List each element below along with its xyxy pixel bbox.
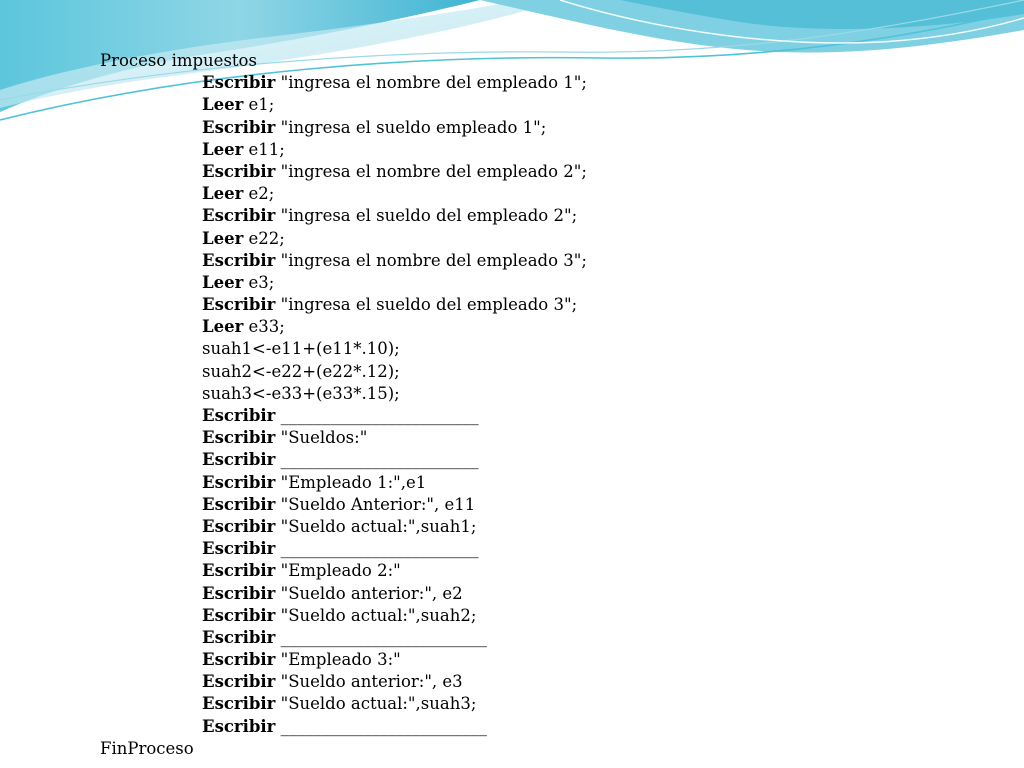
code-text: "Sueldo actual:",suah3; — [275, 694, 477, 714]
code-text: _________________________ — [275, 627, 487, 647]
code-line — [0, 405, 1024, 427]
code-line — [0, 494, 1024, 516]
code-text: "ingresa el sueldo del empleado 2"; — [275, 206, 578, 226]
code-text: "ingresa el nombre del empleado 2"; — [275, 161, 587, 181]
code-keyword: Escribir — [202, 627, 276, 647]
code-keyword: Escribir — [202, 516, 276, 536]
code-text: e22; — [243, 228, 285, 248]
code-keyword: Escribir — [202, 561, 276, 581]
code-line — [0, 50, 1024, 72]
code-text: Proceso impuestos — [100, 51, 257, 70]
code-keyword: Escribir — [202, 406, 276, 425]
code-text: "Empleado 2:" — [275, 561, 401, 581]
code-line — [0, 338, 1024, 360]
code-line — [0, 94, 1024, 116]
code-keyword: Escribir — [202, 450, 276, 470]
code-line — [0, 272, 1024, 294]
code-keyword: Escribir — [202, 295, 276, 315]
code-line — [0, 516, 1024, 538]
code-text: "ingresa el nombre del empleado 3"; — [275, 250, 587, 270]
code-keyword: Leer — [202, 184, 244, 204]
code-keyword: Leer — [202, 228, 244, 248]
code-line — [0, 693, 1024, 715]
code-keyword: Escribir — [202, 672, 276, 692]
code-keyword: Leer — [202, 317, 244, 337]
code-text: _________________________ — [275, 716, 487, 736]
code-line — [0, 117, 1024, 139]
code-keyword: Escribir — [202, 428, 276, 448]
code-text: suah2<-e22+(e22*.12); — [202, 361, 400, 381]
code-keyword: Escribir — [202, 117, 276, 137]
code-line — [0, 738, 1024, 760]
code-text: "Sueldo actual:",suah2; — [275, 605, 477, 625]
code-line — [0, 427, 1024, 449]
code-keyword: Escribir — [202, 694, 276, 714]
code-line — [0, 72, 1024, 94]
code-keyword: Escribir — [202, 206, 276, 226]
code-keyword: Escribir — [202, 73, 276, 93]
pseudocode-block — [0, 50, 1024, 760]
code-line — [0, 538, 1024, 560]
code-keyword: Escribir — [202, 494, 276, 514]
code-text: "ingresa el nombre del empleado 1"; — [275, 73, 587, 93]
code-text: "Empleado 1:",e1 — [275, 472, 427, 492]
code-line — [0, 560, 1024, 582]
code-keyword: Escribir — [202, 650, 276, 670]
code-keyword: Leer — [202, 95, 244, 115]
code-line — [0, 250, 1024, 272]
code-line — [0, 383, 1024, 405]
code-keyword: Escribir — [202, 250, 276, 270]
code-line — [0, 183, 1024, 205]
code-line — [0, 605, 1024, 627]
code-text: ________________________ — [275, 406, 479, 425]
code-text: "Sueldo Anterior:", e11 — [275, 494, 476, 514]
code-text: ________________________ — [275, 539, 479, 559]
code-line — [0, 139, 1024, 161]
code-text: suah3<-e33+(e33*.15); — [202, 383, 400, 403]
code-line — [0, 205, 1024, 227]
code-text: "Sueldos:" — [275, 428, 368, 448]
code-keyword: Leer — [202, 272, 244, 292]
code-text: "ingresa el sueldo empleado 1"; — [275, 117, 547, 137]
code-text: "ingresa el sueldo del empleado 3"; — [275, 295, 578, 315]
code-line — [0, 472, 1024, 494]
code-keyword: Escribir — [202, 716, 276, 736]
code-text: e2; — [243, 184, 275, 204]
code-line — [0, 716, 1024, 738]
code-text: e3; — [243, 272, 275, 292]
code-text: e33; — [243, 317, 285, 337]
code-text: "Sueldo anterior:", e3 — [275, 672, 463, 692]
code-line — [0, 583, 1024, 605]
code-line — [0, 671, 1024, 693]
code-text: FinProceso — [100, 738, 194, 758]
code-line — [0, 228, 1024, 250]
code-text: e1; — [243, 95, 275, 115]
code-keyword: Escribir — [202, 605, 276, 625]
code-line — [0, 449, 1024, 471]
code-keyword: Leer — [202, 139, 244, 159]
code-keyword: Escribir — [202, 472, 276, 492]
code-line — [0, 627, 1024, 649]
code-text: "Sueldo actual:",suah1; — [275, 516, 477, 536]
code-text: "Sueldo anterior:", e2 — [275, 583, 463, 603]
code-line — [0, 316, 1024, 338]
code-text: ________________________ — [275, 450, 479, 470]
code-keyword: Escribir — [202, 583, 276, 603]
code-text: e11; — [243, 139, 285, 159]
code-line — [0, 161, 1024, 183]
code-keyword: Escribir — [202, 539, 276, 559]
code-line — [0, 649, 1024, 671]
code-line — [0, 361, 1024, 383]
code-keyword: Escribir — [202, 161, 276, 181]
code-text: "Empleado 3:" — [275, 650, 401, 670]
code-line — [0, 294, 1024, 316]
code-text: suah1<-e11+(e11*.10); — [202, 339, 400, 359]
